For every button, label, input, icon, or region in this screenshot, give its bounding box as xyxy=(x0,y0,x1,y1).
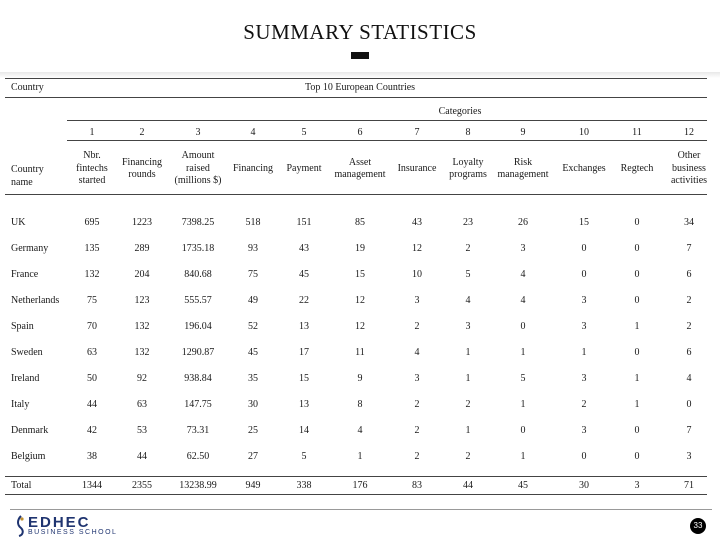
table-cell: 135 xyxy=(84,243,100,254)
table-cell: 3 xyxy=(581,295,587,306)
column-number: 5 xyxy=(301,127,307,138)
categories-rule xyxy=(67,120,707,121)
country-label: Country xyxy=(11,82,44,93)
column-header-line: programs xyxy=(449,169,487,180)
table-cell: 43 xyxy=(299,243,309,254)
table-cell: 1 xyxy=(465,425,471,436)
column-number: 6 xyxy=(357,127,363,138)
table-cell: 2 xyxy=(465,399,471,410)
table-cell: 63 xyxy=(87,347,97,358)
categories-label: Categories xyxy=(438,106,482,117)
table-cell: 27 xyxy=(248,451,258,462)
table-cell: 6 xyxy=(686,347,692,358)
table-cell: 12 xyxy=(355,321,365,332)
table-title-rule xyxy=(5,97,707,98)
column-number-rule xyxy=(67,140,707,141)
column-header-line: Regtech xyxy=(620,163,654,174)
column-header-line: Risk xyxy=(513,156,533,168)
column-header-line: Loyalty xyxy=(452,156,484,168)
table-cell: 204 xyxy=(134,269,150,280)
table-cell: 123 xyxy=(134,295,150,306)
table-cell: 5 xyxy=(520,373,526,384)
column-header-line: management xyxy=(334,169,386,180)
slide-title: SUMMARY STATISTICS xyxy=(243,20,477,44)
column-number: 1 xyxy=(89,127,95,138)
table-cell: 85 xyxy=(355,217,365,228)
table-cell: 695 xyxy=(84,217,100,228)
header-bottom-rule xyxy=(5,194,707,195)
table-cell: 63 xyxy=(137,399,147,410)
table-cell: 1 xyxy=(634,399,640,410)
page-number-badge: 33 xyxy=(690,518,706,534)
table-cell: 35 xyxy=(248,373,258,384)
row-country: Spain xyxy=(11,321,34,332)
table-cell: 2 xyxy=(465,243,471,254)
logo-sub-text: BUSINESS SCHOOL xyxy=(28,529,118,536)
table-cell: 12 xyxy=(355,295,365,306)
column-header-line: (millions $) xyxy=(174,175,222,186)
column-number: 10 xyxy=(579,127,589,138)
table-cell: 42 xyxy=(87,425,97,436)
table-cell: 7 xyxy=(686,425,692,436)
table-cell: 45 xyxy=(248,347,258,358)
table-cell: 2 xyxy=(465,451,471,462)
table-cell: 1 xyxy=(634,373,640,384)
table-cell: 1290.87 xyxy=(181,347,215,358)
table-cell: 4 xyxy=(357,425,363,436)
column-number: 7 xyxy=(414,127,420,138)
table-cell: 1 xyxy=(520,399,526,410)
table-cell: 2 xyxy=(414,425,420,436)
column-header-line: raised xyxy=(186,162,210,174)
total-cell: 2355 xyxy=(132,480,152,491)
row-country: Germany xyxy=(11,243,49,254)
table-cell: 15 xyxy=(579,217,589,228)
table-cell: 44 xyxy=(87,399,97,410)
total-cell: 13238.99 xyxy=(179,480,217,491)
table-cell: 75 xyxy=(87,295,97,306)
table-cell: 13 xyxy=(299,399,309,410)
table-cell: 17 xyxy=(299,347,309,358)
column-number: 3 xyxy=(195,127,201,138)
column-header-line: started xyxy=(78,175,106,186)
table-cell: 196.04 xyxy=(184,321,212,332)
table-cell: 14 xyxy=(299,425,309,436)
row-country: Italy xyxy=(11,399,30,410)
table-cell: 1735.18 xyxy=(181,243,215,254)
row-country: Sweden xyxy=(11,347,43,358)
table-cell: 5 xyxy=(465,269,471,280)
row-country: France xyxy=(11,269,39,280)
table-cell: 12 xyxy=(412,243,422,254)
table-cell: 50 xyxy=(87,373,97,384)
table-cell: 0 xyxy=(634,243,640,254)
total-label: Total xyxy=(11,480,32,491)
table-cell: 3 xyxy=(686,451,692,462)
column-header-line: Asset xyxy=(348,156,372,168)
row-country: Denmark xyxy=(11,425,49,436)
table-cell: 44 xyxy=(137,451,147,462)
column-header-line: Nbr. xyxy=(83,150,101,161)
table-cell: 75 xyxy=(248,269,258,280)
table-cell: 840.68 xyxy=(184,269,212,280)
table-cell: 3 xyxy=(581,373,587,384)
edhec-emblem-icon xyxy=(14,515,28,537)
table-cell: 53 xyxy=(137,425,147,436)
table-cell: 0 xyxy=(581,269,587,280)
column-header-line: Payment xyxy=(286,163,322,174)
total-cell: 338 xyxy=(296,480,312,491)
row-country: UK xyxy=(11,217,26,228)
table-cell: 4 xyxy=(686,373,692,384)
table-cell: 555.57 xyxy=(184,295,212,306)
table-cell: 62.50 xyxy=(186,451,210,462)
total-cell: 45 xyxy=(518,480,528,491)
table-cell: 34 xyxy=(684,217,694,228)
total-cell: 30 xyxy=(579,480,589,491)
table-cell: 1 xyxy=(520,347,526,358)
table-cell: 2 xyxy=(414,321,420,332)
table-cell: 3 xyxy=(520,243,526,254)
table-cell: 4 xyxy=(520,295,526,306)
table-cell: 2 xyxy=(686,321,692,332)
table-cell: 151 xyxy=(296,217,312,228)
table-cell: 1 xyxy=(581,347,587,358)
table-cell: 23 xyxy=(463,217,473,228)
column-header-line: business xyxy=(672,162,706,174)
table-cell: 518 xyxy=(245,217,261,228)
column-number: 9 xyxy=(520,127,526,138)
table-cell: 0 xyxy=(581,243,587,254)
table-cell: 3 xyxy=(581,425,587,436)
total-cell: 71 xyxy=(684,480,694,491)
column-header-line: management xyxy=(497,169,549,180)
logo-main-text: EDHEC xyxy=(28,514,91,531)
edhec-logo xyxy=(14,514,134,538)
table-cell: 19 xyxy=(355,243,365,254)
table-cell: 938.84 xyxy=(184,373,212,384)
column-header-line: Insurance xyxy=(397,163,437,174)
table-cell: 30 xyxy=(248,399,258,410)
table-cell: 1 xyxy=(357,451,363,462)
column-header-line: rounds xyxy=(128,169,156,180)
table-cell: 7 xyxy=(686,243,692,254)
column-number: 11 xyxy=(632,127,642,138)
table-cell: 49 xyxy=(248,295,258,306)
column-number: 8 xyxy=(465,127,471,138)
table-cell: 10 xyxy=(412,269,422,280)
table-cell: 1 xyxy=(465,347,471,358)
country-name-header-2: name xyxy=(11,177,33,188)
column-header-line: Amount xyxy=(181,150,215,161)
table-cell: 73.31 xyxy=(186,425,210,436)
row-country: Netherlands xyxy=(11,295,60,306)
table-cell: 45 xyxy=(299,269,309,280)
table-cell: 1 xyxy=(634,321,640,332)
row-country: Belgium xyxy=(11,451,46,462)
table-cell: 1223 xyxy=(132,217,152,228)
table-cell: 5 xyxy=(301,451,307,462)
table-cell: 3 xyxy=(414,295,420,306)
table-cell: 0 xyxy=(634,347,640,358)
table-cell: 6 xyxy=(686,269,692,280)
column-header-line: Exchanges xyxy=(562,163,606,174)
title-underline-bar xyxy=(351,52,369,59)
table-cell: 0 xyxy=(634,425,640,436)
total-cell: 1344 xyxy=(82,480,102,491)
table-cell: 2 xyxy=(414,451,420,462)
table-cell: 38 xyxy=(87,451,97,462)
column-header-line: Financing xyxy=(122,156,162,168)
table-cell: 92 xyxy=(137,373,147,384)
table-cell: 22 xyxy=(299,295,309,306)
table-cell: 0 xyxy=(634,295,640,306)
column-header-line: Financing xyxy=(233,163,273,174)
column-header-line: activities xyxy=(670,175,708,186)
footer-divider xyxy=(10,509,712,510)
table-cell: 15 xyxy=(299,373,309,384)
column-number: 2 xyxy=(139,127,145,138)
table-cell: 132 xyxy=(134,321,150,332)
table-cell: 0 xyxy=(520,425,526,436)
table-cell: 93 xyxy=(248,243,258,254)
total-cell: 949 xyxy=(245,480,261,491)
total-cell: 176 xyxy=(352,480,368,491)
table-cell: 1 xyxy=(465,373,471,384)
table-cell: 0 xyxy=(581,451,587,462)
total-cell: 3 xyxy=(634,480,640,491)
total-cell: 83 xyxy=(412,480,422,491)
table-cell: 147.75 xyxy=(184,399,212,410)
table-cell: 3 xyxy=(414,373,420,384)
table-cell: 15 xyxy=(355,269,365,280)
table-cell: 4 xyxy=(520,269,526,280)
row-country: Ireland xyxy=(11,373,40,384)
total-top-rule xyxy=(5,476,707,477)
table-cell: 3 xyxy=(581,321,587,332)
table-cell: 8 xyxy=(357,399,363,410)
column-header-line: Other xyxy=(677,150,701,161)
total-cell: 44 xyxy=(463,480,473,491)
table-top-rule xyxy=(5,78,707,79)
table-cell: 132 xyxy=(134,347,150,358)
table-cell: 132 xyxy=(84,269,100,280)
column-number: 4 xyxy=(250,127,256,138)
table-cell: 0 xyxy=(634,217,640,228)
table-cell: 0 xyxy=(686,399,692,410)
table-cell: 25 xyxy=(248,425,258,436)
table-cell: 2 xyxy=(414,399,420,410)
table-cell: 0 xyxy=(634,269,640,280)
column-header-line: fintechs xyxy=(76,162,108,174)
column-number: 12 xyxy=(684,127,694,138)
table-cell: 2 xyxy=(581,399,587,410)
table-cell: 26 xyxy=(518,217,528,228)
table-cell: 3 xyxy=(465,321,471,332)
table-cell: 43 xyxy=(412,217,422,228)
table-cell: 52 xyxy=(248,321,258,332)
table-cell: 4 xyxy=(465,295,471,306)
table-title: Top 10 European Countries xyxy=(304,82,416,93)
table-cell: 11 xyxy=(355,347,365,358)
country-name-header-1: Country xyxy=(11,164,44,175)
table-cell: 0 xyxy=(634,451,640,462)
table-cell: 2 xyxy=(686,295,692,306)
table-cell: 70 xyxy=(87,321,97,332)
table-cell: 9 xyxy=(357,373,363,384)
table-cell: 13 xyxy=(299,321,309,332)
table-cell: 4 xyxy=(414,347,420,358)
table-bottom-rule xyxy=(5,494,707,495)
table-cell: 0 xyxy=(520,321,526,332)
table-cell: 1 xyxy=(520,451,526,462)
table-cell: 289 xyxy=(134,243,150,254)
table-cell: 7398.25 xyxy=(181,217,215,228)
